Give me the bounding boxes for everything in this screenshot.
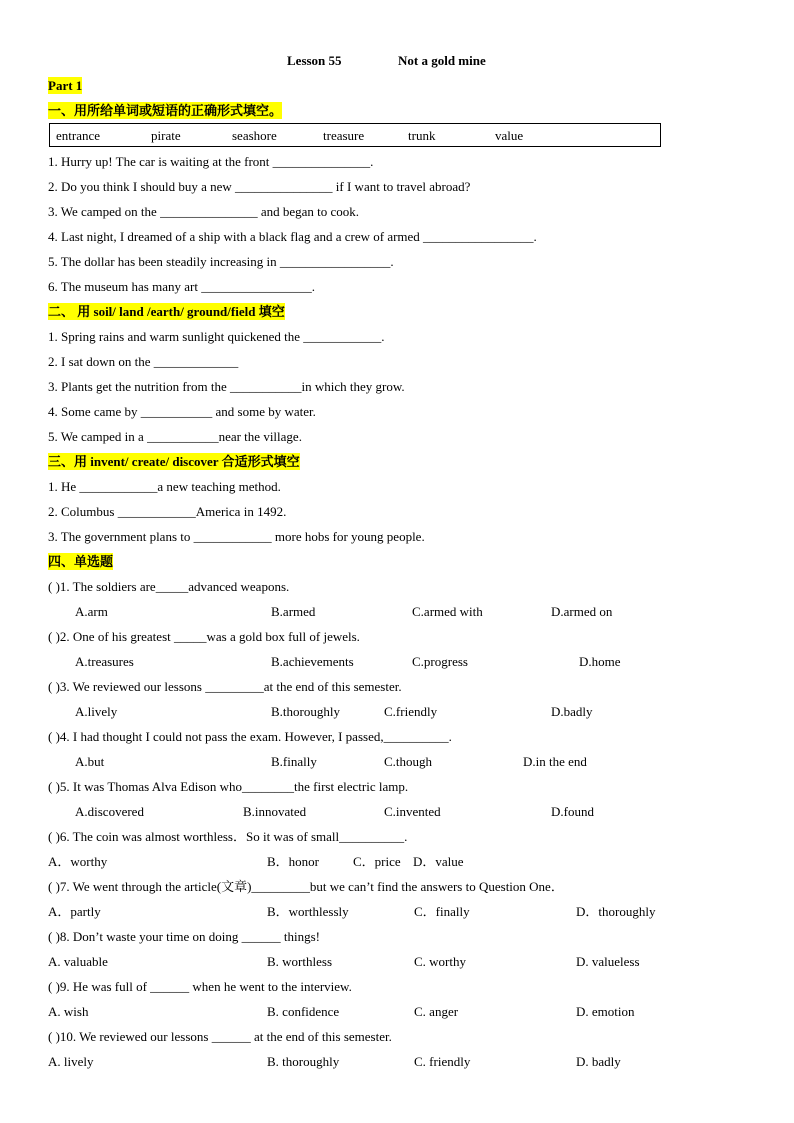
mc-option: C．price bbox=[353, 854, 401, 869]
mc-question-stem: ( )9. He was full of ______ when he went to the interview. bbox=[48, 979, 352, 994]
mc-question-stem: ( )10. We reviewed our lessons ______ at the end of this semester. bbox=[48, 1029, 392, 1044]
question: 1. Spring rains and warm sunlight quickened the ____________. bbox=[48, 329, 385, 344]
question: 4. Some came by ___________ and some by water. bbox=[48, 404, 316, 419]
mc-option: C. anger bbox=[414, 1004, 459, 1019]
mc-option: C.though bbox=[384, 754, 433, 769]
question: 3. The government plans to ____________ more hobs for young people. bbox=[48, 529, 425, 544]
mc-option: B．worthlessly bbox=[267, 904, 349, 919]
question: 2. Columbus ____________America in 1492. bbox=[48, 504, 287, 519]
mc-option: A．worthy bbox=[48, 854, 108, 869]
question: 3. We camped on the _______________ and began to cook. bbox=[48, 204, 360, 219]
mc-option: A. lively bbox=[48, 1054, 94, 1069]
mc-option: A. wish bbox=[48, 1004, 89, 1019]
part-label: Part 1 bbox=[48, 78, 83, 93]
mc-option: D.badly bbox=[551, 704, 593, 719]
mc-option: D. valueless bbox=[576, 954, 640, 969]
mc-option: B. worthless bbox=[267, 954, 332, 969]
word-bank-item: seashore bbox=[232, 128, 277, 143]
mc-question-stem: ( )2. One of his greatest _____was a gold box full of jewels. bbox=[48, 629, 360, 644]
mc-option: C.invented bbox=[384, 804, 441, 819]
mc-option: D．value bbox=[413, 854, 464, 869]
section1-heading: 一、用所给单词或短语的正确形式填空。 bbox=[48, 103, 283, 118]
question: 1. He ____________a new teaching method. bbox=[48, 479, 281, 494]
mc-question-stem: ( )4. I had thought I could not pass the exam. However, I passed,__________. bbox=[48, 729, 452, 744]
mc-question-stem: ( )6. The coin was almost worthless．So it was of small__________. bbox=[48, 829, 408, 844]
mc-option: B.achievements bbox=[271, 654, 354, 669]
section3-heading: 三、用 invent/ create/ discover 合适形式填空 bbox=[48, 454, 300, 469]
mc-option: A.but bbox=[75, 754, 105, 769]
mc-option: A.lively bbox=[75, 704, 118, 719]
mc-question-stem: ( )8. Don’t waste your time on doing ______ things! bbox=[48, 929, 321, 944]
mc-option: D．thoroughly bbox=[576, 904, 656, 919]
question: 5. We camped in a ___________near the village. bbox=[48, 429, 302, 444]
mc-question-stem: ( )3. We reviewed our lessons _________at the end of this semester. bbox=[48, 679, 402, 694]
question: 6. The museum has many art _________________. bbox=[48, 279, 315, 294]
word-bank-item: trunk bbox=[408, 128, 436, 143]
mc-option: B.armed bbox=[271, 604, 316, 619]
question: 1. Hurry up! The car is waiting at the front _______________. bbox=[48, 154, 374, 169]
lesson-title: Not a gold mine bbox=[398, 53, 486, 68]
mc-option: B. confidence bbox=[267, 1004, 340, 1019]
section4-heading: 四、单选题 bbox=[48, 554, 114, 569]
word-bank-item: value bbox=[495, 128, 524, 143]
mc-option: D. emotion bbox=[576, 1004, 635, 1019]
mc-option: C.friendly bbox=[384, 704, 438, 719]
section2-heading: 二、 用 soil/ land /earth/ ground/field 填空 bbox=[48, 304, 285, 319]
mc-option: C．finally bbox=[414, 904, 470, 919]
mc-option: B. thoroughly bbox=[267, 1054, 340, 1069]
question: 4. Last night, I dreamed of a ship with a black flag and a crew of armed _________________. bbox=[48, 229, 537, 244]
mc-option: D.armed on bbox=[551, 604, 613, 619]
lesson-number: Lesson 55 bbox=[287, 53, 342, 68]
mc-option: B.finally bbox=[271, 754, 317, 769]
mc-question-stem: ( )1. The soldiers are_____advanced weapons. bbox=[48, 579, 290, 594]
mc-option: D.in the end bbox=[523, 754, 587, 769]
mc-option: A.discovered bbox=[75, 804, 144, 819]
mc-option: C.progress bbox=[412, 654, 468, 669]
mc-option: C. friendly bbox=[414, 1054, 471, 1069]
mc-option: B．honor bbox=[267, 854, 320, 869]
word-bank-item: pirate bbox=[151, 128, 181, 143]
mc-option: A.treasures bbox=[75, 654, 134, 669]
mc-option: A. valuable bbox=[48, 954, 108, 969]
question: 2. Do you think I should buy a new _______________ if I want to travel abroad? bbox=[48, 179, 471, 194]
mc-option: D.home bbox=[579, 654, 621, 669]
mc-question-stem: ( )5. It was Thomas Alva Edison who________the first electric lamp. bbox=[48, 779, 409, 794]
mc-option: D. badly bbox=[576, 1054, 621, 1069]
mc-option: B.thoroughly bbox=[271, 704, 340, 719]
mc-option: C.armed with bbox=[412, 604, 483, 619]
mc-option: C. worthy bbox=[414, 954, 466, 969]
word-bank-item: treasure bbox=[323, 128, 365, 143]
mc-question-stem: ( )7. We went through the article(文章)_________but we can’t find the answers to Question One． bbox=[48, 879, 564, 894]
mc-option: A．partly bbox=[48, 904, 101, 919]
mc-option: A.arm bbox=[75, 604, 108, 619]
question: 5. The dollar has been steadily increasing in _________________. bbox=[48, 254, 394, 269]
mc-option: B.innovated bbox=[243, 804, 307, 819]
word-bank-item: entrance bbox=[56, 128, 101, 143]
question: 3. Plants get the nutrition from the ___________in which they grow. bbox=[48, 379, 405, 394]
question: 2. I sat down on the _____________ bbox=[48, 354, 239, 369]
mc-option: D.found bbox=[551, 804, 594, 819]
